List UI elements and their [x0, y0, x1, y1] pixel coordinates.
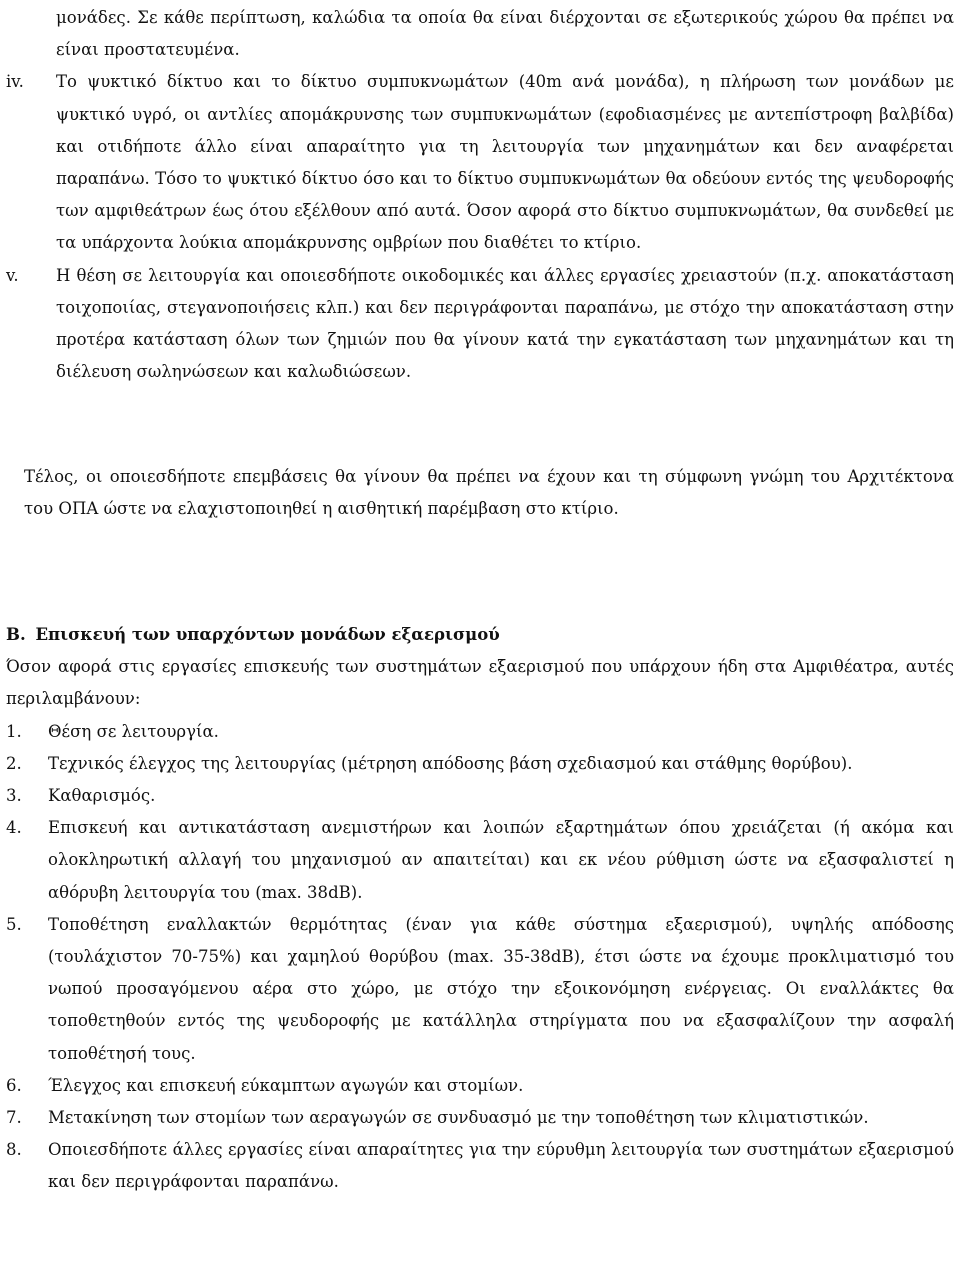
list-marker: v.	[6, 265, 19, 285]
list-item-text: Τεχνικός έλεγχος της λειτουργίας (μέτρηση απόδοσης βάση σχεδιασμού και στάθμης θορύβου).	[48, 753, 853, 773]
section-number: Β.	[6, 625, 26, 644]
section-b	[6, 619, 954, 1199]
list-number: 5.	[6, 914, 22, 934]
list-item-text: Θέση σε λειτουργία.	[48, 721, 219, 741]
section-heading	[6, 619, 954, 651]
list-number: 6.	[6, 1075, 22, 1095]
list-item-text: μονάδες. Σε κάθε περίπτωση, καλώδια τα οποία θα είναι διέρχονται σε εξωτερικούς χώρου θα πρέπει να είναι προστατευμένα.	[56, 8, 954, 60]
list-number: 2.	[6, 753, 22, 773]
list-item	[6, 1102, 954, 1134]
list-item-continued	[0, 2, 960, 66]
list-item	[6, 1070, 954, 1102]
list-item-text: Έλεγχος και επισκευή εύκαμπτων αγωγών και στομίων.	[48, 1075, 524, 1095]
closing-paragraph-text: Τέλος, οι οποιεσδήποτε επεμβάσεις θα γίνουν θα πρέπει να έχουν και τη σύμφωνη γνώμη του Αρχιτέκτονα του ΟΠΑ ώστε να ελαχιστοποιηθεί η αισθητική παρέμβαση στο κτίριο.	[24, 467, 954, 519]
list-marker: iv.	[6, 72, 24, 92]
list-item-text: Οποιεσδήποτε άλλες εργασίες είναι απαραίτητες για την εύρυθμη λειτουργία των συστημάτων εξαερισμού και δεν περιγράφονται παραπάνω.	[48, 1140, 954, 1192]
list-item	[6, 716, 954, 748]
closing-paragraph	[24, 461, 954, 525]
section-intro: Όσον αφορά στις εργασίες επισκευής των συστημάτων εξαερισμού που υπάρχουν ήδη στα Αμφιθέατρα, αυτές περιλαμβάνουν:	[6, 657, 954, 709]
list-item	[6, 780, 954, 812]
list-item-text: Η θέση σε λειτουργία και οποιεσδήποτε οικοδομικές και άλλες εργασίες χρειαστούν (π.χ. αποκατάσταση τοιχοποιίας, στεγανοποιήσεις κλπ.) και δεν περιγράφονται παραπάνω, με στόχο την αποκατάσταση στην προτέρα κατάσταση όλων των ζημιών που θα γίνουν κατά την εγκατάσταση των μηχανημάτων και τη διέλευση σωληνώσεων και καλωδιώσεων.	[56, 265, 954, 382]
list-number: 3.	[6, 786, 22, 806]
list-item-text: Το ψυκτικό δίκτυο και το δίκτυο συμπυκνωμάτων (40m ανά μονάδα), η πλήρωση των μονάδων με ψυκτικό υγρό, οι αντλίες απομάκρυνσης των συμπυκνωμάτων (εφοδιασμένες με αντεπίστροφη βαλβίδα) και οτιδήποτε άλλο είναι απαραίτητο για τη λειτουργία των μηχανημάτων και δεν αναφέρεται παραπάνω. Τόσο το ψυκτικό δίκτυο όσο και το δίκτυο συμπυκνωμάτων θα οδεύουν εντός της ψευδοροφής των αμφιθεάτρων έως ότου εξέλθουν από αυτά. Όσον αφορά στο δίκτυο συμπυκνωμάτων, θα συνδεθεί με τα υπάρχοντα λούκια απομάκρυνσης ομβρίων που διαθέτει το κτίριο.	[56, 72, 954, 253]
list-item	[6, 909, 954, 1070]
list-item-text: Τοποθέτηση εναλλακτών θερμότητας (έναν για κάθε σύστημα εξαερισμού), υψηλής απόδοσης (τουλάχιστον 70-75%) και χαμηλού θορύβου (max. 35-38dB), έτσι ώστε να έχουμε προκλιματισμό του νωπού προσαγόμενου αέρα στο χώρο, με στόχο την εξοικονόμηση ενέργειας. Οι εναλλάκτες θα τοποθετηθούν εντός της ψευδοροφής με κατάλληλα στηρίγματα που να εξασφαλίζουν την ασφαλή τοποθέτησή τους.	[48, 914, 954, 1063]
list-item-iv	[0, 66, 960, 259]
list-item	[6, 748, 954, 780]
roman-numbered-list	[0, 2, 960, 388]
list-item	[6, 812, 954, 909]
list-item-text: Καθαρισμός.	[48, 786, 156, 806]
list-item-text: Μετακίνηση των στομίων των αεραγωγών σε συνδυασμό με την τοποθέτηση των κλιματιστικών.	[48, 1108, 869, 1128]
section-title: Επισκευή των υπαρχόντων μονάδων εξαερισμού	[35, 625, 500, 644]
list-item-text: Επισκευή και αντικατάσταση ανεμιστήρων και λοιπών εξαρτημάτων όπου χρειάζεται (ή ακόμα και ολοκληρωτική αλλαγή του μηχανισμού αν απαιτείται) και εκ νέου ρύθμιση ώστε να εξασφαλιστεί η αθόρυβη λειτουργία του (max. 38dB).	[48, 818, 954, 902]
numbered-list	[6, 716, 954, 1199]
list-item	[6, 1134, 954, 1198]
list-number: 8.	[6, 1140, 22, 1160]
list-item-v	[0, 260, 960, 389]
list-number: 1.	[6, 721, 22, 741]
list-number: 7.	[6, 1108, 22, 1128]
list-number: 4.	[6, 818, 22, 838]
